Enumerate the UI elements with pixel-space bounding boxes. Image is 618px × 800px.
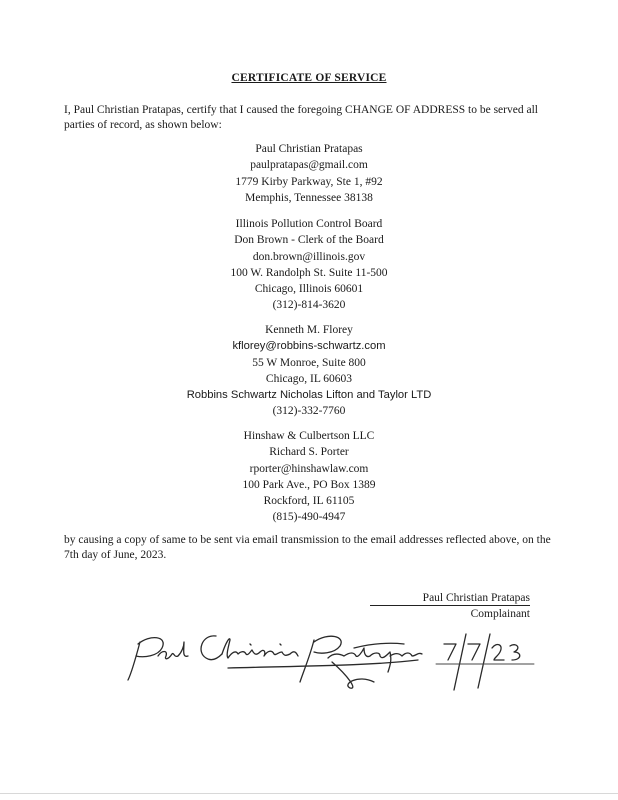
recipient-line: 100 Park Ave., PO Box 1389 bbox=[242, 478, 376, 491]
recipient-line: Chicago, IL 60603 bbox=[265, 372, 353, 385]
recipient-line: Rockford, IL 61105 bbox=[263, 495, 355, 508]
recipient-line: Richard S. Porter bbox=[269, 446, 349, 459]
recipient-line: Chicago, Illinois 60601 bbox=[254, 283, 364, 296]
recipient-line: 1779 Kirby Parkway, Ste 1, #92 bbox=[235, 175, 383, 188]
recipient-line: (312)-332-7760 bbox=[272, 405, 346, 418]
recipient-email: don.brown@illinois.gov bbox=[252, 250, 366, 263]
recipient-block-florey bbox=[0, 322, 618, 420]
signer-name: Paul Christian Pratapas bbox=[370, 590, 530, 606]
intro-paragraph: I, Paul Christian Pratapas, certify that I caused the foregoing CHANGE OF ADDRESS to be served all parties of record, as shown below: bbox=[64, 104, 538, 131]
closing-paragraph: by causing a copy of same to be sent via email transmission to the email addresses reflected above, on the 7th day of June, 2023. bbox=[64, 534, 551, 561]
recipient-line: 100 W. Randolph St. Suite 11-500 bbox=[230, 266, 388, 279]
recipient-email: paulpratapas@gmail.com bbox=[250, 159, 368, 172]
bottom-rule bbox=[0, 793, 618, 794]
recipient-line: Don Brown - Clerk of the Board bbox=[234, 234, 384, 247]
recipient-line: 55 W Monroe, Suite 800 bbox=[252, 356, 366, 369]
recipient-firm: Robbins Schwartz Nicholas Lifton and Taylor LTD bbox=[186, 389, 432, 402]
recipient-line: Illinois Pollution Control Board bbox=[235, 218, 383, 230]
recipient-line: (815)-490-4947 bbox=[272, 511, 346, 524]
recipient-line: Paul Christian Pratapas bbox=[255, 143, 363, 155]
signer-block bbox=[370, 590, 530, 623]
recipient-block-pratapas bbox=[0, 141, 618, 206]
recipient-block-hinshaw bbox=[0, 428, 618, 526]
signer-role: Complainant bbox=[470, 608, 530, 620]
recipient-line: Kenneth M. Florey bbox=[265, 324, 353, 336]
handwritten-signature bbox=[118, 622, 538, 702]
recipient-block-pollution-board bbox=[0, 216, 618, 314]
recipient-email: kflorey@robbins-schwartz.com bbox=[232, 340, 386, 353]
certificate-title: CERTIFICATE OF SERVICE bbox=[231, 72, 387, 84]
recipient-line: (312)-814-3620 bbox=[272, 299, 346, 312]
recipient-firm: Hinshaw & Culbertson LLC bbox=[243, 430, 375, 442]
recipient-email: rporter@hinshawlaw.com bbox=[249, 462, 369, 475]
recipient-line: Memphis, Tennessee 38138 bbox=[245, 191, 373, 204]
